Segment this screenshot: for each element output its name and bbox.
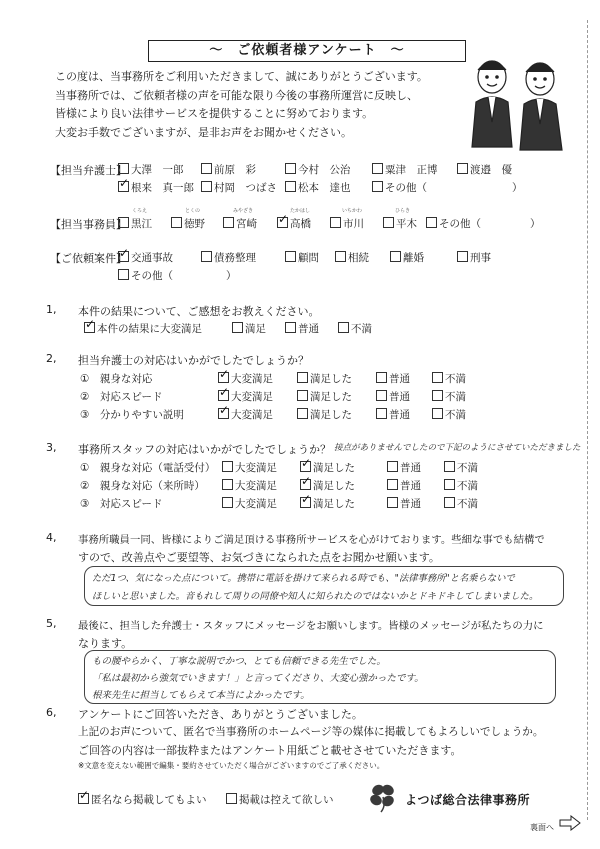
q3-option[interactable] xyxy=(300,460,355,475)
q3-option[interactable] xyxy=(300,478,355,493)
q2-option[interactable] xyxy=(297,389,352,404)
checkbox[interactable] xyxy=(376,408,387,419)
q4-text-line: 事務所職員一同、皆様によりご満足頂ける事務所サービスを心がけております。些細な事でも結構で xyxy=(78,534,545,546)
case-option[interactable] xyxy=(118,250,173,265)
staff-ruby: とくの xyxy=(185,208,201,214)
option-label: 不満 xyxy=(351,323,372,335)
checkbox-checked[interactable] xyxy=(118,251,129,262)
checkbox[interactable] xyxy=(118,163,129,174)
q2-option[interactable] xyxy=(297,407,352,422)
checkbox-checked[interactable] xyxy=(300,461,311,472)
staff-option[interactable] xyxy=(223,216,257,231)
staff-label: 【担当事務員】 xyxy=(50,218,127,231)
case-option[interactable] xyxy=(201,250,256,265)
option-label: 満足した xyxy=(310,373,352,385)
checkbox-checked[interactable] xyxy=(218,408,229,419)
checkbox-checked[interactable] xyxy=(78,793,89,804)
q3-number: 3, xyxy=(46,441,57,454)
q5-answer-line: 根来先生に担当してもらえて本当によかったです。 xyxy=(92,690,310,701)
lawyer-name: 粟津 正博 xyxy=(385,164,438,176)
q2-option[interactable] xyxy=(376,407,410,422)
q6-number: 6, xyxy=(46,706,57,719)
intro-line: 大変お手数でございますが、是非お声をお聞かせください。 xyxy=(55,125,352,139)
staff-ruby: ひらき xyxy=(395,208,411,214)
case-other-close: ） xyxy=(226,270,237,282)
checkbox[interactable] xyxy=(330,217,341,228)
case-name: 顧問 xyxy=(298,252,319,264)
checkbox-checked[interactable] xyxy=(118,181,129,192)
checkbox[interactable] xyxy=(444,497,455,508)
q2-text: 担当弁護士の対応はいかがでしたでしょうか？ xyxy=(78,354,309,367)
option-label: 匿名なら掲載してもよい xyxy=(91,794,207,806)
checkbox[interactable] xyxy=(285,251,296,262)
firm-name: よつば総合法律事務所 xyxy=(405,793,531,807)
cases-label: 【ご依頼案件】 xyxy=(50,252,127,265)
q2-option[interactable] xyxy=(376,371,410,386)
q1-option[interactable] xyxy=(232,321,266,336)
option-label: 不満 xyxy=(445,373,466,385)
option-label: 大変満足 xyxy=(235,462,277,474)
option-label: 普通 xyxy=(298,323,319,335)
checkbox[interactable] xyxy=(338,322,349,333)
q2-option[interactable] xyxy=(432,371,466,386)
checkbox[interactable] xyxy=(444,461,455,472)
q6-text-line: ご回答の内容は一部抜粋またはアンケート用紙ごと載せさせていただきます。 xyxy=(78,744,462,757)
staff-ruby: いちかわ xyxy=(342,208,363,214)
staff-name: 黒江 xyxy=(131,218,152,230)
option-label: 不満 xyxy=(445,409,466,421)
option-label: 普通 xyxy=(389,373,410,385)
q3-option[interactable] xyxy=(387,460,421,475)
option-label: 満足した xyxy=(310,391,352,403)
option-label: 満足 xyxy=(245,323,266,335)
q1-option[interactable] xyxy=(338,321,372,336)
checkbox[interactable] xyxy=(297,390,308,401)
case-name: 離婚 xyxy=(403,252,424,264)
q3-row-label: ① 親身な対応（電話受付） xyxy=(80,462,216,474)
q2-option[interactable] xyxy=(218,371,273,386)
option-label: 大変満足 xyxy=(235,480,277,492)
staff-option[interactable] xyxy=(330,216,364,231)
lawyer-name: その他（ xyxy=(385,182,427,194)
checkbox[interactable] xyxy=(201,251,212,262)
lawyer-option[interactable] xyxy=(118,180,194,195)
option-label: 大変満足 xyxy=(231,391,273,403)
checkbox[interactable] xyxy=(222,461,233,472)
q1-option[interactable] xyxy=(285,321,319,336)
q1-text: 本件の結果について、ご感想をお教えください。 xyxy=(78,305,320,318)
case-option[interactable] xyxy=(335,250,369,265)
option-label: 普通 xyxy=(400,480,421,492)
checkbox[interactable] xyxy=(426,217,437,228)
case-name: その他（ xyxy=(131,270,173,282)
checkbox[interactable] xyxy=(223,217,234,228)
q4-number: 4, xyxy=(46,531,57,544)
option-label: 普通 xyxy=(389,391,410,403)
checkbox[interactable] xyxy=(432,390,443,401)
checkbox-checked[interactable] xyxy=(300,479,311,490)
checkbox[interactable] xyxy=(118,269,129,280)
q3-option[interactable] xyxy=(300,496,355,511)
checkbox[interactable] xyxy=(226,793,237,804)
intro-line: 当事務所では、ご依頼者様の声を可能な限り今後の事務所運営に反映し、 xyxy=(55,88,418,102)
option-label: 不満 xyxy=(457,462,478,474)
checkbox[interactable] xyxy=(387,497,398,508)
checkbox[interactable] xyxy=(376,390,387,401)
q2-row-label: ② 対応スピード xyxy=(80,391,163,403)
staff-option[interactable] xyxy=(118,216,152,231)
q2-option[interactable] xyxy=(432,389,466,404)
case-name: 債務整理 xyxy=(214,252,256,264)
q3-option[interactable] xyxy=(444,478,478,493)
staff-other-close: ） xyxy=(530,218,541,230)
q3-option[interactable] xyxy=(387,478,421,493)
case-name: 刑事 xyxy=(470,252,491,264)
intro-line: この度は、当事務所をご利用いただきまして、誠にありがとうございます。 xyxy=(55,70,428,83)
page-edge xyxy=(587,20,588,820)
staff-option[interactable] xyxy=(277,216,311,231)
checkbox-checked[interactable] xyxy=(300,497,311,508)
q4-answer-line: ただ1つ、気になった点について。携帯に電話を掛けて来られる時でも、"法律事務所"と名乗らないで xyxy=(92,573,515,584)
checkbox[interactable] xyxy=(432,408,443,419)
option-label: 普通 xyxy=(389,409,410,421)
lawyer-option[interactable] xyxy=(201,162,256,177)
intro-text xyxy=(55,68,428,142)
q6-option[interactable] xyxy=(226,792,334,807)
q3-option[interactable] xyxy=(387,496,421,511)
lawyer-name: 今村 公治 xyxy=(298,164,351,176)
checkbox[interactable] xyxy=(335,251,346,262)
staff-name: その他（ xyxy=(439,218,481,230)
q6-text-line: 上記のお声について、匿名で当事務所のホームページ等の媒体に掲載してもよろしいでしょうか。 xyxy=(78,726,544,738)
lawyer-name: 村岡 つばさ xyxy=(214,182,277,194)
q3-option[interactable] xyxy=(444,460,478,475)
q6-option[interactable] xyxy=(78,792,207,807)
q2-row-label: ③ 分かりやすい説明 xyxy=(80,409,184,421)
checkbox[interactable] xyxy=(372,181,383,192)
option-label: 大変満足 xyxy=(231,409,273,421)
case-option[interactable] xyxy=(390,250,424,265)
checkbox[interactable] xyxy=(171,217,182,228)
lawyers-illustration xyxy=(462,52,572,152)
option-label: 不満 xyxy=(445,391,466,403)
staff-option[interactable] xyxy=(383,216,417,231)
case-option[interactable] xyxy=(118,268,173,283)
q4-text-line: すので、改善点やご要望等、お気づきになられた点をお聞かせ願います。 xyxy=(78,551,440,564)
checkbox[interactable] xyxy=(383,217,394,228)
q5-text-line: なります。 xyxy=(78,637,133,650)
q2-option[interactable] xyxy=(297,371,352,386)
option-label: 大変満足 xyxy=(235,498,277,510)
q2-option[interactable] xyxy=(218,407,273,422)
checkbox[interactable] xyxy=(457,163,468,174)
q1-number: 1, xyxy=(46,303,57,316)
option-label: 大変満足 xyxy=(231,373,273,385)
checkbox[interactable] xyxy=(201,181,212,192)
checkbox[interactable] xyxy=(285,181,296,192)
checkbox[interactable] xyxy=(118,217,129,228)
staff-ruby: くろえ xyxy=(132,208,148,214)
staff-option[interactable] xyxy=(171,216,205,231)
lawyer-option[interactable] xyxy=(285,180,351,195)
q3-handwritten-note: 接点がありませんでしたので下記のようにさせていただきました xyxy=(334,443,581,453)
q6-note: ※文意を変えない範囲で編集・要約させていただく場合がございますのでご了承ください。 xyxy=(78,761,385,770)
staff-option[interactable] xyxy=(426,216,481,231)
option-label: 不満 xyxy=(457,480,478,492)
lawyer-name: 前原 彩 xyxy=(214,164,256,176)
lawyer-option[interactable] xyxy=(457,162,512,177)
checkbox[interactable] xyxy=(372,163,383,174)
checkbox[interactable] xyxy=(390,251,401,262)
case-option[interactable] xyxy=(285,250,319,265)
q2-row-label: ① 親身な対応 xyxy=(80,373,153,385)
checkbox[interactable] xyxy=(444,479,455,490)
checkbox[interactable] xyxy=(232,322,243,333)
q5-answer-line: もの腰やらかく、丁寧な説明でかつ、とても信頼できる先生でした。 xyxy=(92,656,386,667)
checkbox[interactable] xyxy=(222,497,233,508)
checkbox[interactable] xyxy=(285,163,296,174)
case-name: 交通事故 xyxy=(131,252,173,264)
option-label: 掲載は控えて欲しい xyxy=(239,794,334,806)
back-page-label[interactable]: 裏面へ xyxy=(530,823,554,832)
lawyer-option[interactable] xyxy=(118,162,184,177)
lawyer-name: 松本 達也 xyxy=(298,182,351,194)
staff-name: 徳野 xyxy=(184,218,205,230)
case-name: 相続 xyxy=(348,252,369,264)
q3-row-label: ③ 対応スピード xyxy=(80,498,163,510)
q5-number: 5, xyxy=(46,617,57,630)
checkbox[interactable] xyxy=(387,479,398,490)
staff-name: 市川 xyxy=(343,218,364,230)
q2-option[interactable] xyxy=(432,407,466,422)
option-label: 満足した xyxy=(313,498,355,510)
checkbox[interactable] xyxy=(376,372,387,383)
lawyer-option[interactable] xyxy=(285,162,351,177)
clover-icon xyxy=(366,780,400,814)
checkbox-checked[interactable] xyxy=(84,322,95,333)
lawyer-option[interactable] xyxy=(372,162,438,177)
checkbox-checked[interactable] xyxy=(218,390,229,401)
lawyer-option[interactable] xyxy=(372,180,427,195)
checkbox[interactable] xyxy=(432,372,443,383)
option-label: 不満 xyxy=(457,498,478,510)
q2-option[interactable] xyxy=(376,389,410,404)
option-label: 普通 xyxy=(400,498,421,510)
checkbox[interactable] xyxy=(201,163,212,174)
arrow-right-icon[interactable] xyxy=(559,815,581,831)
staff-name: 高橋 xyxy=(290,218,311,230)
q2-number: 2, xyxy=(46,352,57,365)
option-label: 満足した xyxy=(313,480,355,492)
q4-answer-line: ほしいと思いました。音もれして周りの同僚や知人に知られたのではないかとドキドキしてしまいました。 xyxy=(92,591,539,602)
lawyers-label: 【担当弁護士】 xyxy=(50,164,127,177)
q5-text-line: 最後に、担当した弁護士・スタッフにメッセージをお願いします。皆様のメッセージが私たちの力に xyxy=(78,620,544,632)
option-label: 普通 xyxy=(400,462,421,474)
page-title: 〜 ご依頼者様アンケート 〜 xyxy=(148,40,466,62)
option-label: 本件の結果に大変満足 xyxy=(97,323,202,335)
checkbox[interactable] xyxy=(297,372,308,383)
checkbox[interactable] xyxy=(285,322,296,333)
q6-text-line: アンケートにご回答いただき、ありがとうございました。 xyxy=(78,708,363,721)
staff-name: 宮崎 xyxy=(236,218,257,230)
q3-option[interactable] xyxy=(222,460,277,475)
q3-text: 事務所スタッフの対応はいかがでしたでしょうか？ xyxy=(78,443,331,456)
q3-row-label: ② 親身な対応（来所時） xyxy=(80,480,205,492)
checkbox-checked[interactable] xyxy=(218,372,229,383)
checkbox[interactable] xyxy=(297,408,308,419)
checkbox-checked[interactable] xyxy=(277,217,288,228)
case-option[interactable] xyxy=(457,250,491,265)
option-label: 満足した xyxy=(313,462,355,474)
checkbox[interactable] xyxy=(222,479,233,490)
lawyer-name: 根来 真一郎 xyxy=(131,182,194,194)
q3-option[interactable] xyxy=(222,496,277,511)
lawyer-option[interactable] xyxy=(201,180,277,195)
staff-ruby: たかはし xyxy=(290,208,311,214)
q5-answer-line: 「私は最初から強気でいきます！」と言ってくださり、大変心強かったです。 xyxy=(92,673,424,684)
intro-line: 皆様により良い法律サービスを提供することに努めております。 xyxy=(55,107,374,120)
staff-name: 平木 xyxy=(396,218,417,230)
lawyer-other-close: ） xyxy=(512,182,523,194)
lawyer-name: 渡邉 優 xyxy=(470,164,512,176)
q3-option[interactable] xyxy=(222,478,277,493)
checkbox[interactable] xyxy=(387,461,398,472)
q2-option[interactable] xyxy=(218,389,273,404)
option-label: 満足した xyxy=(310,409,352,421)
checkbox[interactable] xyxy=(457,251,468,262)
q3-option[interactable] xyxy=(444,496,478,511)
lawyer-name: 大澤 一郎 xyxy=(131,164,184,176)
q1-option[interactable] xyxy=(84,321,202,336)
staff-ruby: みやざき xyxy=(233,208,254,214)
